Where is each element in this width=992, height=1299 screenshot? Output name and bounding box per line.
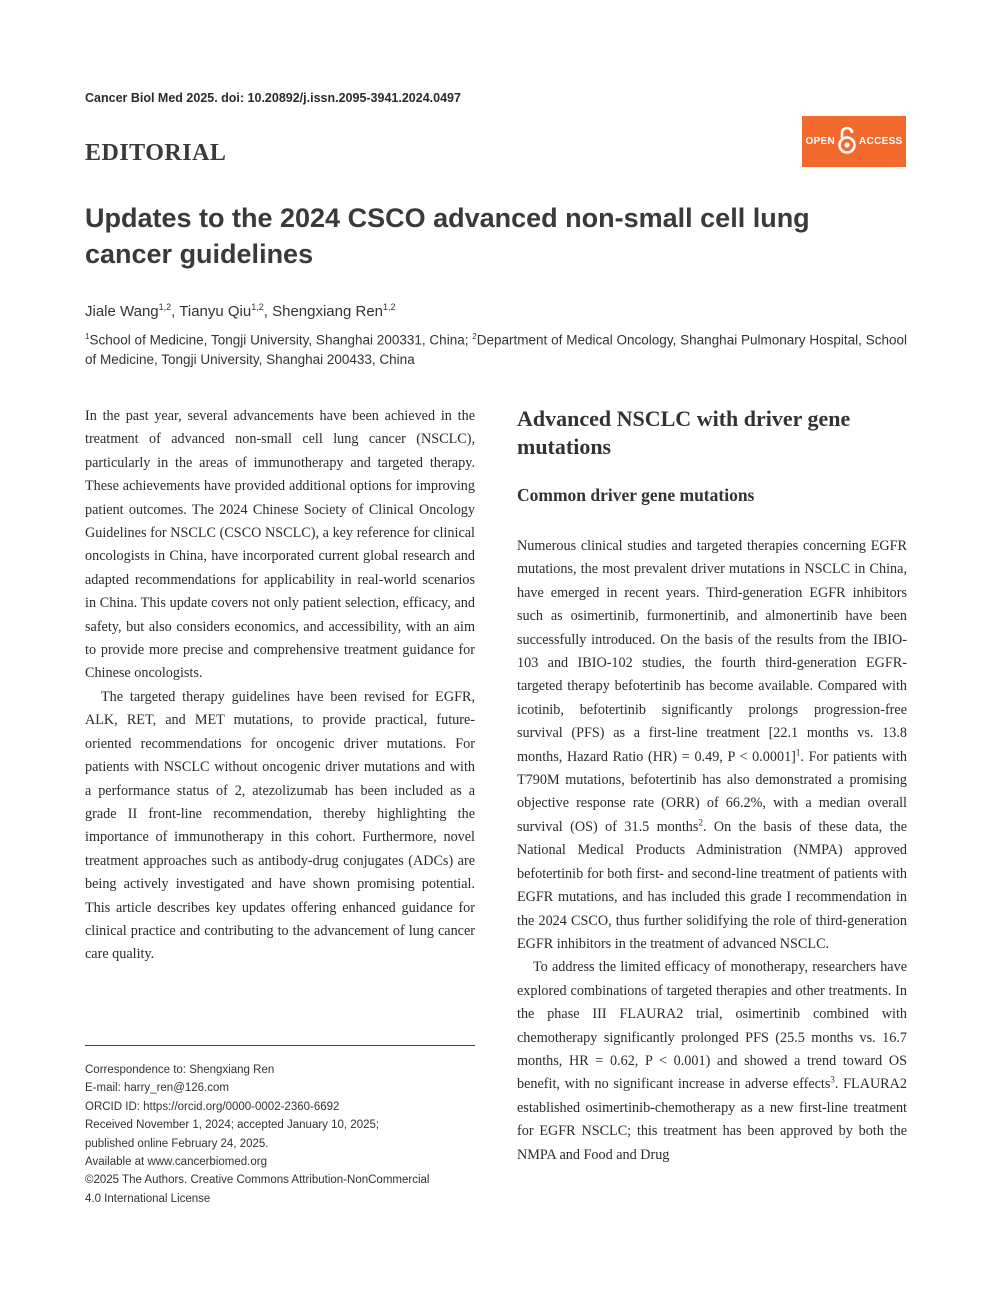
open-lock-icon: [838, 125, 856, 158]
author-separator: ,: [171, 303, 180, 320]
open-access-right-label: ACCESS: [859, 136, 903, 147]
body-paragraph: [517, 956, 907, 1167]
open-access-badge[interactable]: [802, 116, 906, 167]
author-separator: ,: [263, 303, 273, 320]
license-text: 4.0 International License: [85, 1192, 211, 1205]
paragraph-text: To address the limited efficacy of monotherapy, researchers have explored combinations of targeted therapies and other treatments. In the phase III FLAURA2 trial, osimertinib combined with chemotherapy significantly prolonged PFS (25.5 months vs. 16.7 months, HR = 0.62, P < 0.001) and showed a trend toward OS benefit, with no significant increase in adverse effects: [517, 959, 907, 1093]
license-text: ©2025 The Authors. Creative Commons Attribution-NonCommercial: [85, 1174, 430, 1187]
citation-ref[interactable]: 3: [830, 1074, 835, 1085]
subsection-heading: Common driver gene mutations: [517, 485, 755, 505]
author-name: Tianyu Qiu: [179, 303, 252, 320]
body-paragraph: The targeted therapy guidelines have been revised for EGFR, ALK, RET, and MET mutations, to provide practical, future-oriented recommendations for oncogenic driver mutations. For patients with NSCLC without oncogenic driver mutations and with a performance status of 2, atezolizumab has been included as a grade II front-line recommendation, thereby highlighting the importance of immunotherapy in this cohort. Furthermore, novel treatment approaches such as antibody-drug conjugates (ADCs) are being actively investigated and have shown promising potential. This article describes key updates offering enhanced guidance for clinical practice and contributing to the advancement of lung cancer care quality.: [85, 688, 475, 963]
paragraph-text: . On the basis of these data, the National Medical Products Administration (NMPA) approved befotertinib for both first- and second-line treatment of patients with EGFR mutations, and has included this grade I recommendation in the 2024 CSCO, thus further solidifying the role of third-generation EGFR inhibitors in the treatment of advanced NSCLC.: [517, 818, 907, 952]
affiliation-1: School of Medicine, Tongji University, Shanghai 200331, China;: [89, 332, 473, 348]
right-column: [517, 405, 907, 1167]
title-line-2: cancer guidelines: [85, 239, 314, 269]
journal-citation: Cancer Biol Med 2025. doi: 10.20892/j.issn.2095-3941.2024.0497: [85, 91, 461, 105]
author-name: Jiale Wang: [85, 303, 159, 320]
author-list: [85, 302, 396, 320]
citation-ref[interactable]: 1: [795, 746, 801, 757]
left-column: [85, 405, 475, 967]
affiliation-mark: 2: [472, 332, 477, 341]
citation-ref[interactable]: 2: [698, 817, 703, 828]
article-footnote: [85, 1061, 485, 1208]
orcid-link[interactable]: ORCID ID: https://orcid.org/0000-0002-2360-6692: [85, 1100, 340, 1113]
paragraph-text: Numerous clinical studies and targeted therapies concerning EGFR mutations, the most prevalent driver mutations in NSCLC in China, have emerged in recent years. Third-generation EGFR inhibitors such as osimertinib, furmonertinib, and almonertinib have been successfully introduced. On the basis of the results from the IBIO-103 and IBIO-102 studies, the fourth third-generation EGFR-targeted therapy befotertinib has become available. Compared with icotinib, befotertinib significantly prolongs progression-free survival (PFS) as a first-line treatment [22.1 months vs. 13.8 months, Hazard Ratio (HR) = 0.49, P < 0.0001]: [517, 538, 907, 765]
correspondence: Correspondence to: Shengxiang Ren: [85, 1064, 275, 1076]
open-access-left-label: OPEN: [805, 136, 836, 147]
email-link[interactable]: E-mail: harry_ren@126.com: [85, 1082, 229, 1095]
journal-website-link[interactable]: Available at www.cancerbiomed.org: [85, 1156, 267, 1169]
published-date: published online February 24, 2025.: [85, 1137, 269, 1150]
author-affiliation-mark: 1,2: [251, 302, 264, 312]
affiliations: [85, 327, 907, 370]
author-affiliation-mark: 1,2: [383, 302, 396, 312]
footnote-divider: [85, 1045, 475, 1046]
paragraph-text: . FLAURA2 established osimertinib-chemotherapy as a new first-line treatment for EGFR NSCLC; this treatment has been approved by both the NMPA and Food and Drug: [517, 1076, 907, 1163]
body-paragraph: [517, 535, 907, 956]
section-label: EDITORIAL: [85, 140, 227, 166]
affiliation-mark: 1: [85, 332, 90, 341]
section-heading: Advanced NSCLC with driver gene mutations: [517, 406, 851, 459]
affiliation-2: Department of Medical Oncology, Shanghai Pulmonary Hospital, School of Medicine, Tongji University, Shanghai 200433, China: [85, 332, 908, 367]
article-title: [85, 200, 905, 272]
body-paragraph: In the past year, several advancements have been achieved in the treatment of advanced non-small cell lung cancer (NSCLC), particularly in the areas of immunotherapy and targeted therapy. These achievements have provided additional options for improving patient outcomes. The 2024 Chinese Society of Clinical Oncology Guidelines for NSCLC (CSCO NSCLC), a key reference for clinical oncologists in China, have incorporated current global research and adapted recommendations for applicability in real-world scenarios in China. This update covers not only patient selection, efficacy, and safety, but also considers economics, and accessibility, with an aim to provide more precise and comprehensive treatment guidance for Chinese oncologists.: [85, 408, 475, 682]
author-name: Shengxiang Ren: [272, 303, 384, 320]
author-affiliation-mark: 1,2: [158, 302, 172, 312]
received-date: Received November 1, 2024; accepted January 10, 2025;: [85, 1119, 380, 1132]
paragraph-text: . For patients with T790M mutations, befotertinib has also demonstrated a promising objective response rate (ORR) of 66.2%, with a median overall survival (OS) of 31.5 months: [517, 748, 907, 835]
title-line-1: Updates to the 2024 CSCO advanced non-small cell lung: [85, 203, 810, 233]
